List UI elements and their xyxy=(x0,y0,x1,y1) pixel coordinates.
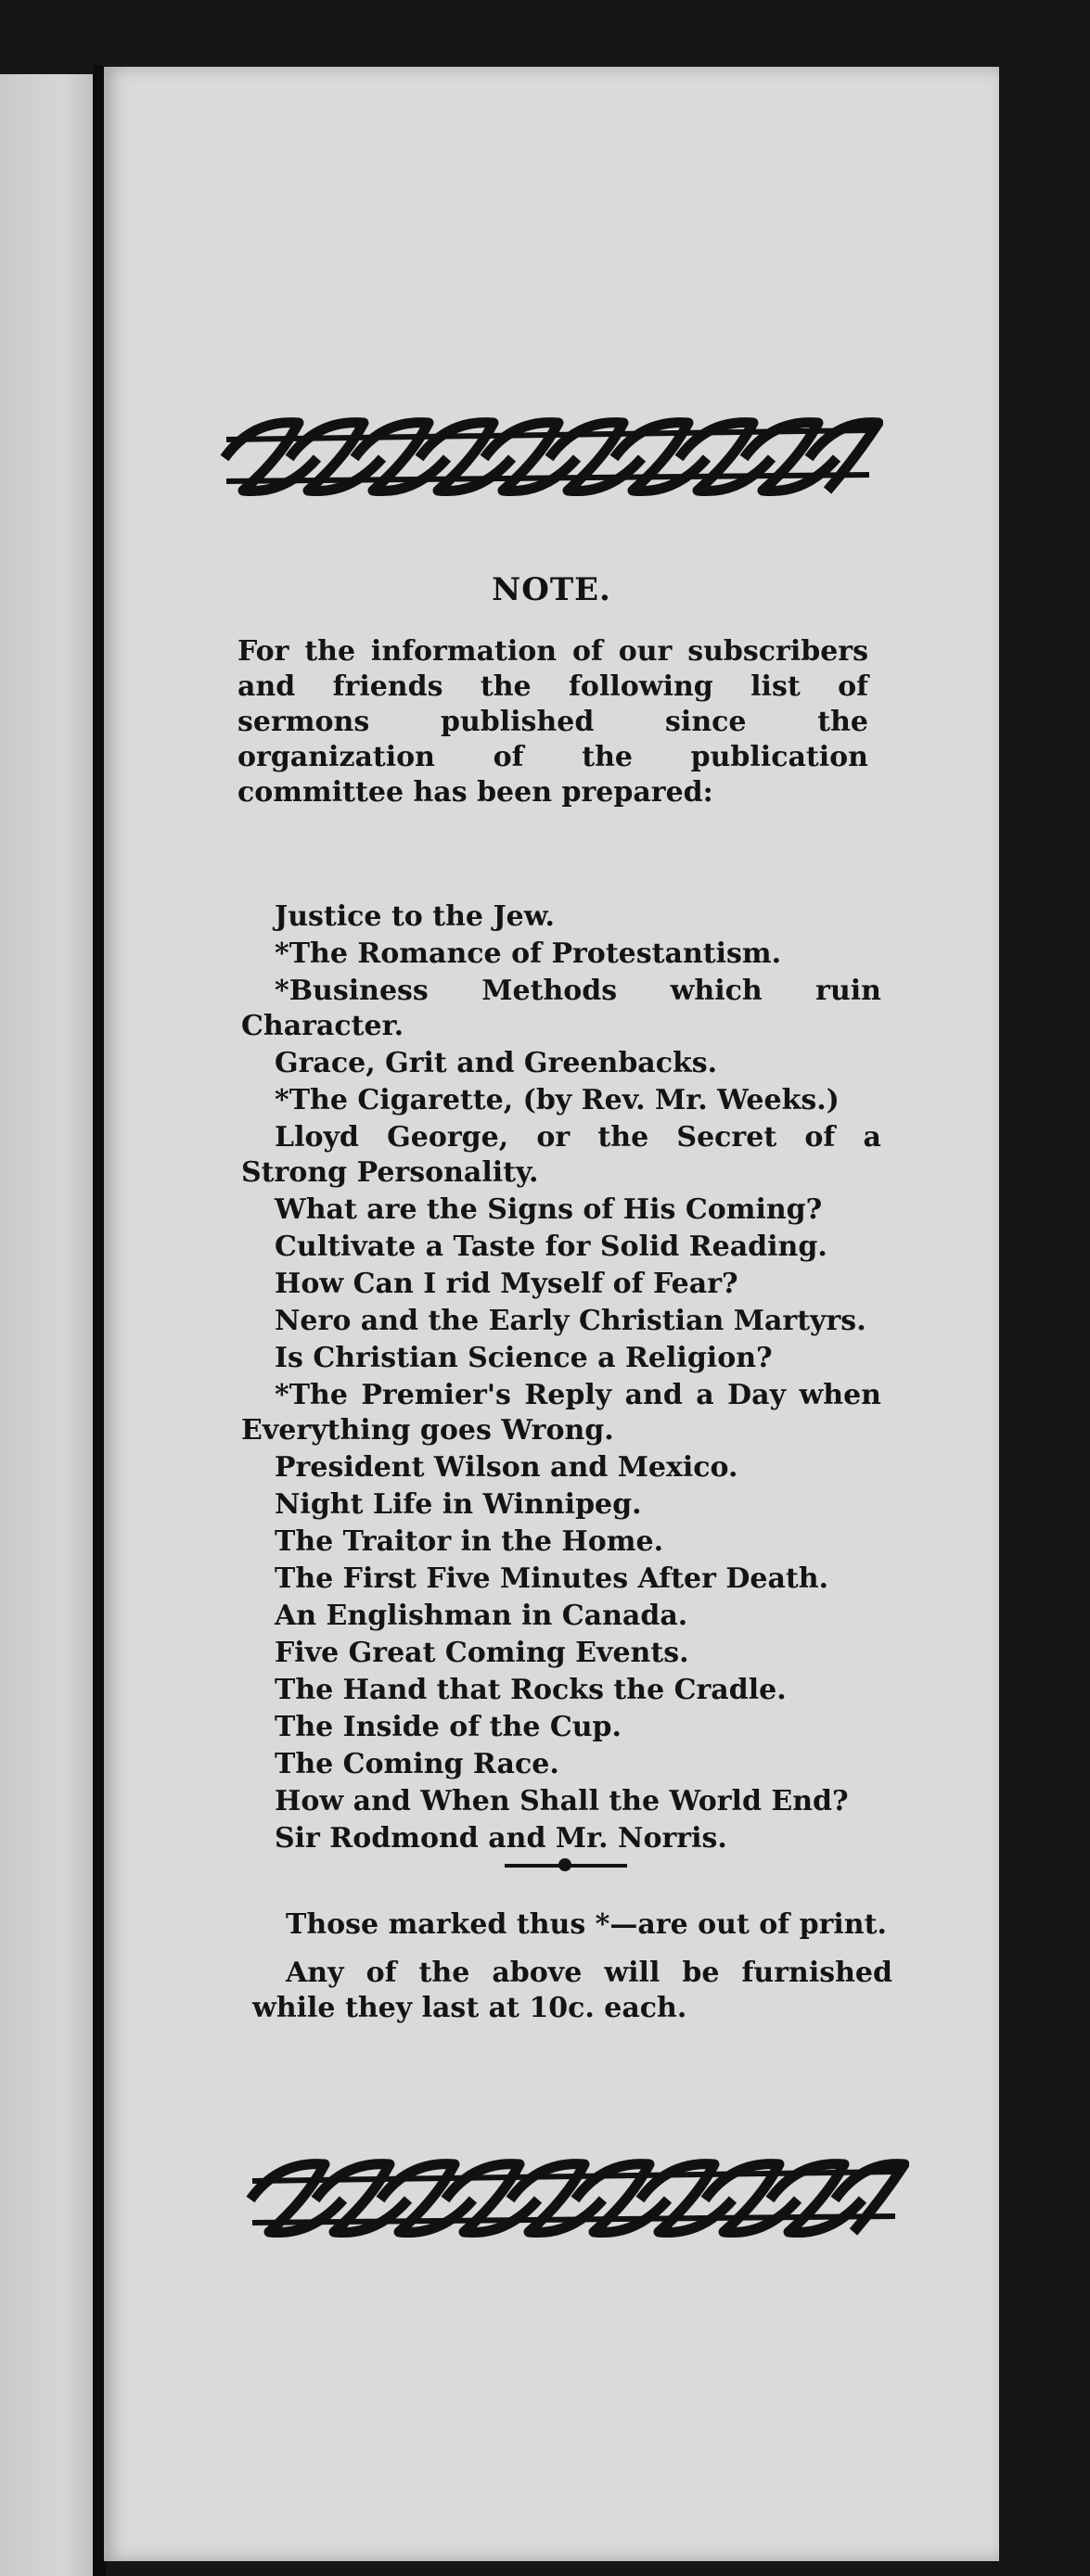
document-page xyxy=(104,67,999,2561)
list-item: Five Great Coming Events. xyxy=(275,1637,689,1669)
list-item: The Coming Race. xyxy=(275,1748,559,1780)
adjacent-page-edge xyxy=(0,74,102,2576)
list-item: What are the Signs of His Coming? xyxy=(275,1193,823,1226)
note-title: NOTE. xyxy=(492,571,611,608)
list-item: The Hand that Rocks the Cradle. xyxy=(275,1674,787,1706)
footnotes xyxy=(252,1907,892,2039)
sermon-list xyxy=(241,899,881,1858)
chain-ornament-bottom-icon xyxy=(241,2144,909,2251)
chain-ornament-top-icon xyxy=(215,402,883,509)
list-item: Nero and the Early Christian Martyrs. xyxy=(275,1305,866,1337)
price-note: Any of the above will be furnished while they last at 10c. each. xyxy=(252,1957,892,2024)
list-item: How Can I rid Myself of Fear? xyxy=(275,1268,738,1300)
list-item: Justice to the Jew. xyxy=(275,900,555,933)
list-item: How and When Shall the World End? xyxy=(275,1785,849,1817)
list-item: *The Romance of Protestantism. xyxy=(275,937,782,970)
list-item: The Traitor in the Home. xyxy=(275,1525,664,1558)
list-item: The Inside of the Cup. xyxy=(275,1711,622,1743)
list-item: *The Cigarette, (by Rev. Mr. Weeks.) xyxy=(275,1084,840,1116)
list-item: An Englishman in Canada. xyxy=(275,1600,688,1632)
intro-paragraph: For the information of our subscribers and friends the following list of sermons published since the organization of the publication committee has been prepared: xyxy=(237,635,868,809)
list-item: President Wilson and Mexico. xyxy=(275,1451,738,1484)
list-item: Is Christian Science a Religion? xyxy=(275,1342,773,1374)
list-item: Night Life in Winnipeg. xyxy=(275,1488,642,1521)
list-item: Cultivate a Taste for Solid Reading. xyxy=(275,1231,827,1263)
list-item: *The Premier's Reply and a Day when Everything goes Wrong. xyxy=(241,1379,881,1447)
out-of-print-note: Those marked thus *—are out of print. xyxy=(286,1908,887,1941)
list-item: The First Five Minutes After Death. xyxy=(275,1562,829,1595)
list-item: Sir Rodmond and Mr. Norris. xyxy=(275,1822,727,1855)
list-item: *Business Methods which ruin Character. xyxy=(241,975,881,1042)
divider-dot xyxy=(558,1858,571,1871)
list-item: Grace, Grit and Greenbacks. xyxy=(275,1047,718,1079)
list-item: Lloyd George, or the Secret of a Strong Personality. xyxy=(241,1121,881,1189)
